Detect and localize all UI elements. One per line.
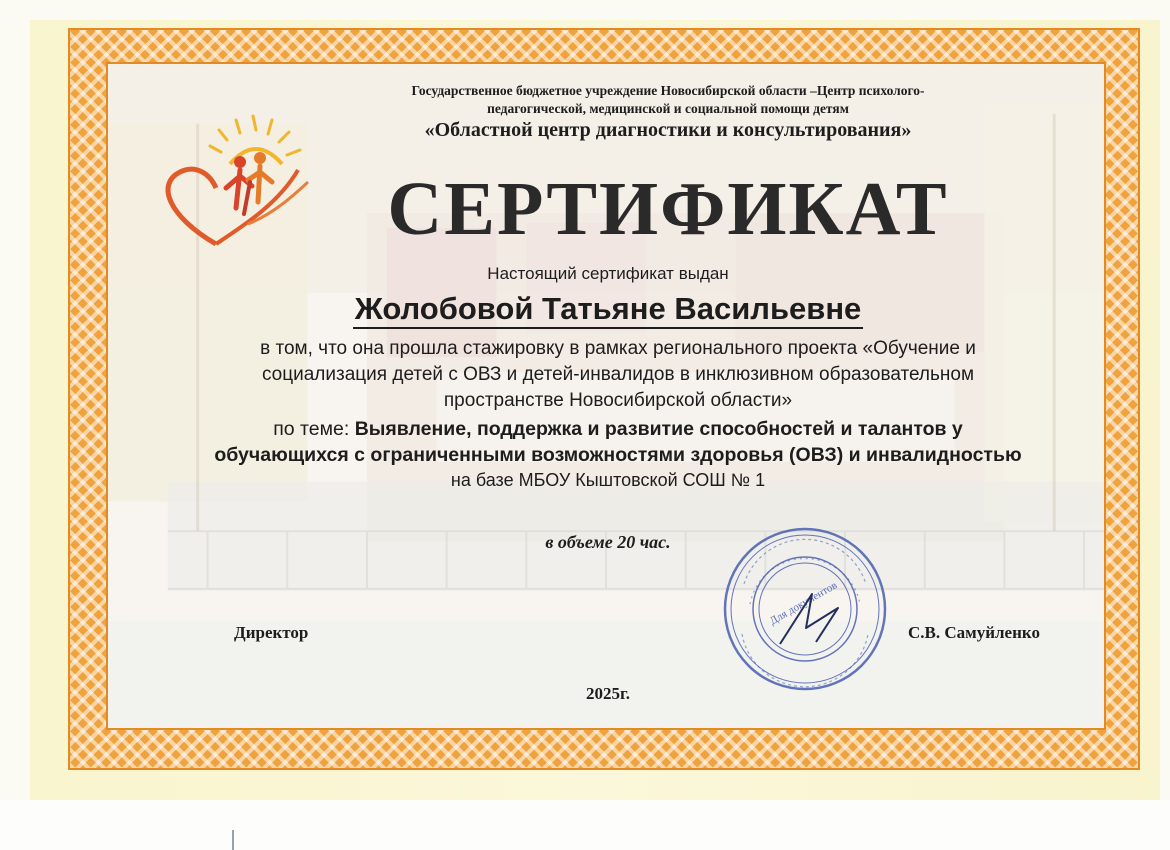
recipient-name — [108, 291, 1106, 327]
page-bottom-edge — [0, 800, 1170, 850]
stamp-center-text: Для документов — [767, 579, 840, 628]
organization-line-1: Государственное бюджетное учреждение Новосибирской области –Центр психолого- — [411, 83, 925, 98]
issued-text: Настоящий сертификат выдан — [487, 264, 729, 283]
director-name: С.В. Самуйленко — [908, 623, 1040, 642]
certificate-title: СЕРТИФИКАТ — [387, 167, 949, 251]
training-hours: в объеме 20 час. — [545, 532, 671, 552]
edge-mark — [232, 830, 234, 850]
certificate-frame — [68, 28, 1140, 770]
certificate-topic — [138, 416, 1098, 468]
description-line-1: в том, что она прошла стажировку в рамках регионального проекта «Обучение и — [260, 338, 976, 359]
description-line-2: социализация детей с ОВЗ и детей-инвалидов в инклюзивном образовательном — [261, 364, 975, 385]
organization-header — [228, 82, 1106, 118]
training-base: на базе МБОУ Кыштовской СОШ № 1 — [450, 470, 766, 490]
certificate-year: 2025г. — [585, 684, 631, 703]
organization-line-2: педагогической, медицинской и социальной помощи детям — [487, 101, 849, 116]
certificate-description — [188, 336, 1048, 414]
organization-name: «Областной центр диагностики и консультирования» — [424, 119, 912, 141]
recipient-name-text: Жолобовой Татьяне Васильевне — [353, 291, 864, 329]
description-line-3: пространстве Новосибирской области» — [443, 390, 793, 411]
topic-line-2: обучающихся с ограниченными возможностями здоровья (ОВЗ) и инвалидностью — [214, 444, 1022, 466]
topic-prefix: по теме: — [273, 418, 350, 440]
director-label: Директор — [234, 623, 309, 642]
certificate-body — [106, 62, 1106, 730]
topic-line-1: Выявление, поддержка и развитие способностей и талантов у — [354, 418, 963, 440]
official-stamp — [720, 524, 890, 694]
